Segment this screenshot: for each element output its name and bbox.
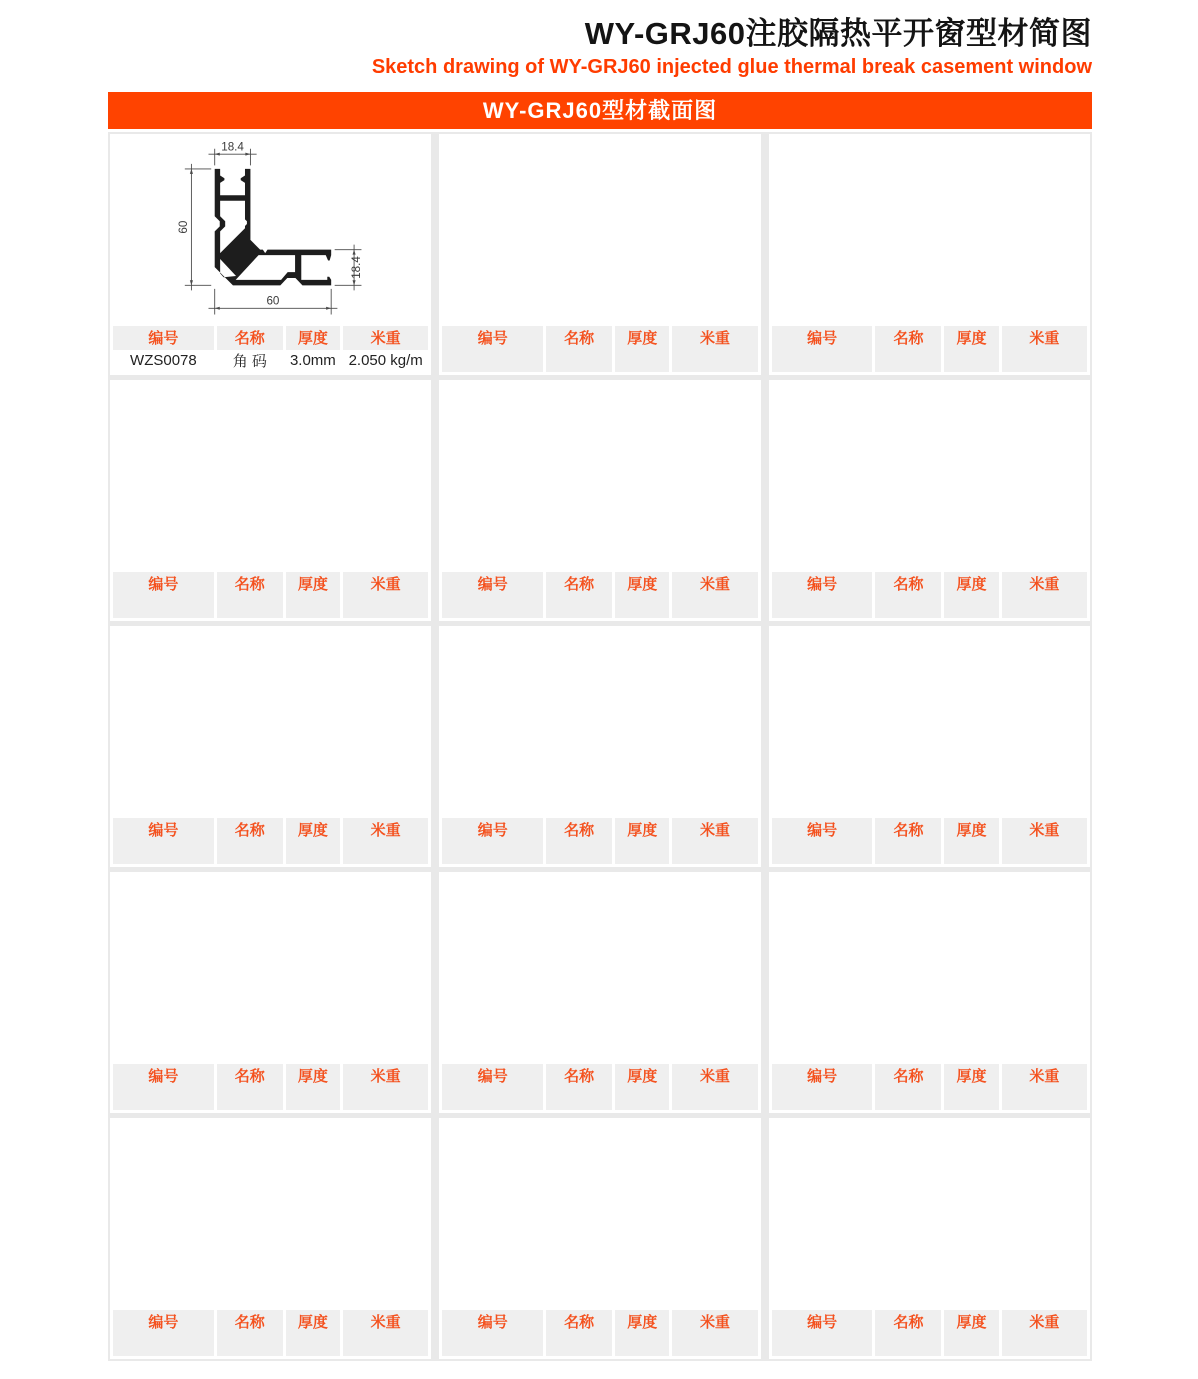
spec-value	[442, 350, 543, 372]
spec-header-label: 米重	[672, 326, 757, 350]
spec-header-label: 米重	[672, 818, 757, 842]
spec-value	[113, 1334, 214, 1356]
spec-value	[772, 842, 873, 864]
drawing-area	[442, 875, 757, 1064]
spec-value	[875, 1334, 941, 1356]
spec-header-label: 厚度	[286, 1064, 340, 1088]
profile-cell	[110, 1118, 431, 1359]
spec-column-name	[217, 1310, 283, 1356]
spec-header-label: 编号	[772, 1310, 873, 1334]
drawing-area	[442, 1121, 757, 1310]
spec-value	[615, 596, 669, 618]
spec-header-label: 编号	[442, 1064, 543, 1088]
page-subtitle: Sketch drawing of WY-GRJ60 injected glue thermal break casement window	[371, 55, 1092, 78]
drawing-area	[442, 137, 757, 326]
spec-column-thickness	[615, 818, 669, 864]
spec-header-label: 米重	[343, 572, 428, 596]
spec-column-weight	[1002, 1310, 1087, 1356]
spec-header-label: 米重	[1002, 818, 1087, 842]
drawing-area	[113, 875, 428, 1064]
spec-value	[217, 596, 283, 618]
spec-header-label: 米重	[1002, 572, 1087, 596]
spec-column-number	[772, 572, 873, 618]
spec-value	[944, 1334, 998, 1356]
spec-strip	[442, 818, 757, 864]
spec-header-label: 名称	[217, 572, 283, 596]
spec-header-label: 厚度	[286, 1310, 340, 1334]
spec-header-label: 名称	[217, 326, 283, 350]
spec-column-name	[875, 1310, 941, 1356]
dimension-bottom-label: 60	[266, 294, 280, 308]
spec-value	[546, 596, 612, 618]
spec-strip	[113, 326, 428, 372]
spec-header-label: 编号	[113, 818, 214, 842]
spec-column-number	[772, 1310, 873, 1356]
spec-value	[286, 1334, 340, 1356]
spec-column-thickness	[944, 1064, 998, 1110]
spec-value	[217, 1334, 283, 1356]
spec-header-label: 编号	[442, 818, 543, 842]
spec-column-number	[113, 1310, 214, 1356]
spec-header-label: 名称	[875, 818, 941, 842]
profile-cell	[439, 1118, 760, 1359]
spec-value	[546, 350, 612, 372]
profile-cell	[439, 134, 760, 375]
spec-column-number	[442, 326, 543, 372]
spec-value	[615, 1334, 669, 1356]
profile-cell	[769, 134, 1090, 375]
spec-header-label: 米重	[672, 1064, 757, 1088]
spec-value	[772, 1334, 873, 1356]
spec-header-label: 厚度	[615, 572, 669, 596]
spec-column-weight	[672, 1310, 757, 1356]
spec-header-label: 厚度	[286, 572, 340, 596]
spec-value	[944, 350, 998, 372]
spec-header-label: 米重	[1002, 1064, 1087, 1088]
spec-header-label: 编号	[442, 1310, 543, 1334]
spec-strip	[113, 1310, 428, 1356]
spec-column-weight	[1002, 326, 1087, 372]
profile-cell	[110, 380, 431, 621]
spec-strip	[772, 1064, 1087, 1110]
spec-value: WZS0078	[113, 350, 214, 372]
spec-column-thickness	[286, 1310, 340, 1356]
spec-column-number	[113, 572, 214, 618]
spec-value	[1002, 350, 1087, 372]
spec-value	[442, 1088, 543, 1110]
spec-column-thickness	[944, 818, 998, 864]
drawing-area	[772, 629, 1087, 818]
drawing-area	[442, 629, 757, 818]
spec-column-name	[546, 572, 612, 618]
spec-strip	[442, 326, 757, 372]
spec-value	[672, 1088, 757, 1110]
spec-column-name	[546, 818, 612, 864]
profile-cell	[769, 1118, 1090, 1359]
spec-column-name	[546, 1310, 612, 1356]
spec-header-label: 编号	[772, 818, 873, 842]
spec-column-name	[875, 572, 941, 618]
spec-column-number	[772, 326, 873, 372]
spec-value	[546, 1088, 612, 1110]
dimension-left-label: 60	[176, 220, 190, 234]
spec-strip	[772, 326, 1087, 372]
profile-cell	[439, 380, 760, 621]
spec-value	[1002, 596, 1087, 618]
spec-column-thickness	[615, 326, 669, 372]
spec-strip	[772, 818, 1087, 864]
spec-header-label: 名称	[217, 1064, 283, 1088]
spec-column-name	[217, 1064, 283, 1110]
dimension-right-label: 18.4	[349, 256, 363, 279]
spec-value	[672, 842, 757, 864]
profile-cell	[769, 872, 1090, 1113]
spec-column-number	[772, 1064, 873, 1110]
spec-value	[442, 1334, 543, 1356]
spec-column-thickness	[286, 572, 340, 618]
profile-cell	[769, 380, 1090, 621]
spec-header-label: 名称	[217, 1310, 283, 1334]
spec-header-label: 编号	[113, 1064, 214, 1088]
spec-header-label: 厚度	[615, 1310, 669, 1334]
spec-header-label: 米重	[672, 1310, 757, 1334]
spec-strip	[442, 572, 757, 618]
spec-strip	[772, 1310, 1087, 1356]
profile-outline	[214, 169, 330, 285]
spec-header-label: 名称	[875, 326, 941, 350]
spec-value	[672, 596, 757, 618]
drawing-area	[772, 875, 1087, 1064]
spec-column-weight	[672, 572, 757, 618]
spec-value	[286, 596, 340, 618]
spec-header-label: 名称	[546, 818, 612, 842]
spec-value	[944, 596, 998, 618]
profile-cell	[439, 626, 760, 867]
spec-header-label: 编号	[113, 326, 214, 350]
drawing-area	[113, 1121, 428, 1310]
spec-column-thickness	[615, 572, 669, 618]
spec-value	[343, 842, 428, 864]
spec-header-label: 名称	[546, 1064, 612, 1088]
spec-column-thickness	[615, 1064, 669, 1110]
spec-value	[1002, 842, 1087, 864]
spec-strip	[442, 1064, 757, 1110]
spec-value	[286, 842, 340, 864]
spec-strip	[442, 1310, 757, 1356]
drawing-area	[113, 629, 428, 818]
spec-value	[944, 1088, 998, 1110]
spec-column-weight	[343, 326, 428, 372]
spec-value	[546, 842, 612, 864]
spec-column-thickness	[944, 572, 998, 618]
spec-header-label: 厚度	[944, 818, 998, 842]
drawing-area	[772, 137, 1087, 326]
spec-value	[875, 596, 941, 618]
spec-column-weight	[1002, 572, 1087, 618]
spec-header-label: 厚度	[286, 326, 340, 350]
spec-value	[217, 842, 283, 864]
spec-header-label: 米重	[672, 572, 757, 596]
profile-cell	[110, 872, 431, 1113]
spec-header-label: 厚度	[615, 818, 669, 842]
spec-value	[113, 842, 214, 864]
spec-value	[615, 1088, 669, 1110]
spec-value	[1002, 1088, 1087, 1110]
page-content	[108, 0, 1092, 1361]
spec-column-weight	[343, 1064, 428, 1110]
spec-header-label: 名称	[546, 1310, 612, 1334]
spec-header-label: 编号	[113, 572, 214, 596]
profile-cell	[110, 134, 431, 375]
spec-value	[343, 1334, 428, 1356]
spec-column-number	[113, 1064, 214, 1110]
spec-header-label: 编号	[772, 326, 873, 350]
spec-value	[442, 596, 543, 618]
section-banner: WY-GRJ60型材截面图	[108, 92, 1092, 129]
profile-grid	[108, 132, 1092, 1361]
spec-column-name	[217, 572, 283, 618]
spec-value	[343, 596, 428, 618]
spec-strip	[113, 572, 428, 618]
spec-strip	[113, 818, 428, 864]
spec-value	[546, 1334, 612, 1356]
spec-header-label: 厚度	[944, 1310, 998, 1334]
spec-header-label: 编号	[113, 1310, 214, 1334]
spec-column-name	[875, 326, 941, 372]
spec-column-number	[772, 818, 873, 864]
spec-column-thickness	[944, 326, 998, 372]
spec-header-label: 厚度	[286, 818, 340, 842]
spec-value	[1002, 1334, 1087, 1356]
spec-column-thickness	[286, 818, 340, 864]
spec-column-number	[442, 1310, 543, 1356]
spec-column-name	[546, 1064, 612, 1110]
profile-cell	[110, 626, 431, 867]
spec-column-name	[217, 818, 283, 864]
spec-header-label: 米重	[343, 1310, 428, 1334]
spec-value	[772, 350, 873, 372]
spec-value	[672, 350, 757, 372]
spec-column-weight	[1002, 1064, 1087, 1110]
spec-header-label: 编号	[772, 572, 873, 596]
spec-strip	[772, 572, 1087, 618]
spec-column-thickness	[615, 1310, 669, 1356]
spec-value	[875, 350, 941, 372]
spec-value	[113, 596, 214, 618]
spec-header-label: 米重	[343, 326, 428, 350]
spec-value	[615, 350, 669, 372]
spec-header-label: 编号	[772, 1064, 873, 1088]
spec-value	[615, 842, 669, 864]
spec-header-label: 名称	[875, 1310, 941, 1334]
spec-header-label: 厚度	[944, 1064, 998, 1088]
spec-column-weight	[672, 1064, 757, 1110]
drawing-area	[442, 383, 757, 572]
profile-cell	[439, 872, 760, 1113]
spec-value	[672, 1334, 757, 1356]
spec-header-label: 名称	[217, 818, 283, 842]
spec-column-thickness	[286, 1064, 340, 1110]
spec-value	[772, 596, 873, 618]
spec-column-weight	[343, 818, 428, 864]
spec-value	[442, 842, 543, 864]
spec-header-label: 编号	[442, 326, 543, 350]
spec-header-label: 米重	[343, 818, 428, 842]
spec-value	[772, 1088, 873, 1110]
spec-value	[286, 1088, 340, 1110]
drawing-area	[113, 137, 428, 326]
spec-header-label: 厚度	[615, 1064, 669, 1088]
spec-column-name	[875, 818, 941, 864]
spec-value: 2.050 kg/m	[343, 350, 428, 372]
spec-column-weight	[672, 326, 757, 372]
spec-header-label: 编号	[442, 572, 543, 596]
drawing-area	[113, 383, 428, 572]
spec-header-label: 米重	[1002, 326, 1087, 350]
spec-column-number	[442, 1064, 543, 1110]
spec-column-number	[113, 818, 214, 864]
spec-value: 3.0mm	[286, 350, 340, 372]
spec-column-name	[217, 326, 283, 372]
spec-value	[217, 1088, 283, 1110]
spec-value: 角 码	[217, 350, 283, 372]
spec-header-label: 名称	[875, 572, 941, 596]
spec-column-name	[875, 1064, 941, 1110]
spec-header-label: 名称	[546, 326, 612, 350]
drawing-area	[772, 1121, 1087, 1310]
spec-column-name	[546, 326, 612, 372]
profile-drawing	[172, 139, 370, 323]
spec-header-label: 厚度	[944, 572, 998, 596]
spec-value	[875, 842, 941, 864]
spec-value	[944, 842, 998, 864]
spec-value	[343, 1088, 428, 1110]
spec-value	[875, 1088, 941, 1110]
spec-header-label: 名称	[875, 1064, 941, 1088]
spec-header-label: 米重	[1002, 1310, 1087, 1334]
spec-column-weight	[343, 1310, 428, 1356]
spec-strip	[113, 1064, 428, 1110]
drawing-area	[772, 383, 1087, 572]
spec-column-thickness	[286, 326, 340, 372]
profile-cell	[769, 626, 1090, 867]
spec-header-label: 米重	[343, 1064, 428, 1088]
spec-column-weight	[343, 572, 428, 618]
spec-column-weight	[1002, 818, 1087, 864]
spec-column-number	[442, 572, 543, 618]
spec-column-thickness	[944, 1310, 998, 1356]
spec-header-label: 厚度	[944, 326, 998, 350]
page-title: WY-GRJ60注胶隔热平开窗型材简图	[584, 16, 1092, 51]
spec-column-number	[442, 818, 543, 864]
spec-header-label: 名称	[546, 572, 612, 596]
spec-value	[113, 1088, 214, 1110]
dimension-top-label: 18.4	[220, 140, 244, 154]
spec-header-label: 厚度	[615, 326, 669, 350]
spec-column-number	[113, 326, 214, 372]
spec-column-weight	[672, 818, 757, 864]
